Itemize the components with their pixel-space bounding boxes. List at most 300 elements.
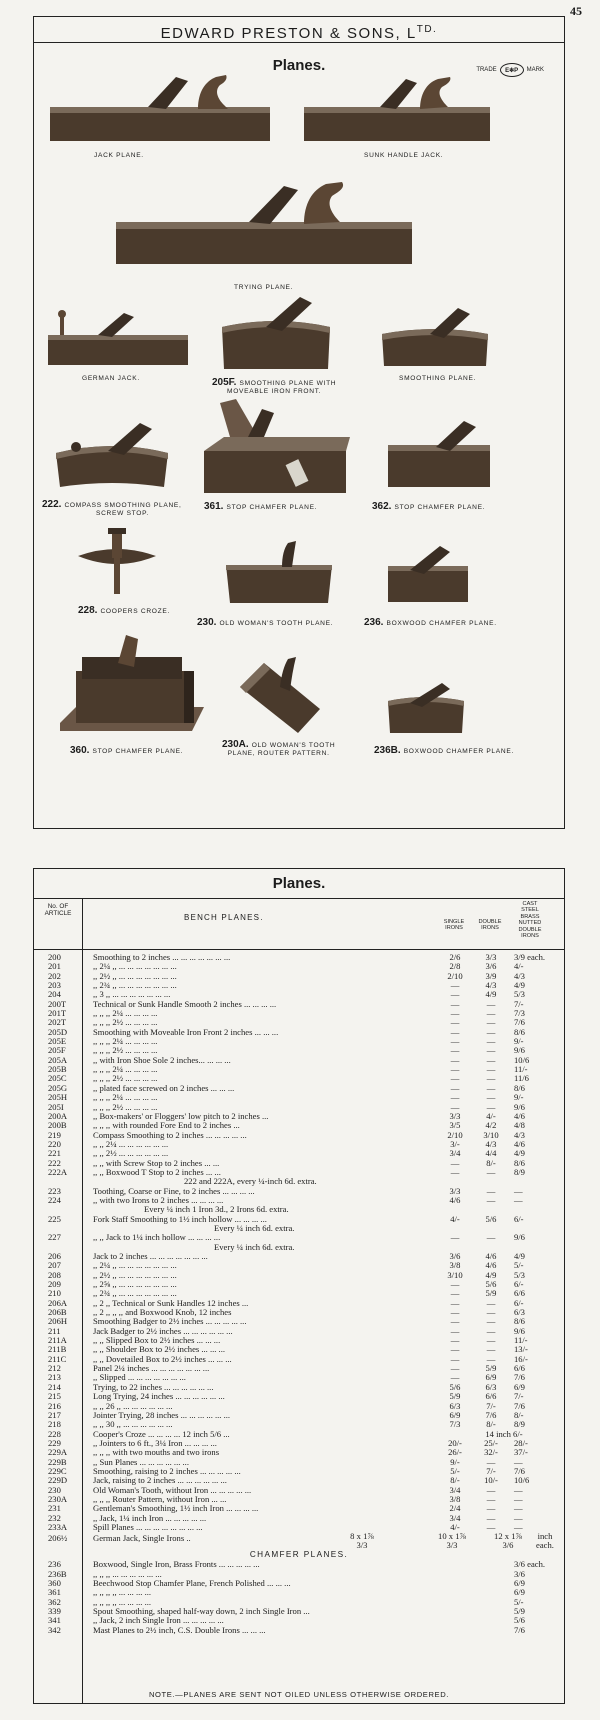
firm-suffix: TD. [416,24,438,35]
caption-trying: TRYING PLANE. [234,284,294,291]
article-number: 206B [48,1307,67,1318]
table-row [34,1233,564,1242]
double-header-line-2: IRONS [481,925,499,932]
double-iron-price: 25/- [484,1437,498,1448]
double-iron-price: 4/9 [485,1269,497,1280]
table-row [34,1084,564,1093]
article-number: 342 [48,1624,61,1635]
trail-each: each. [536,1540,554,1551]
table-row [34,1112,564,1121]
row-description: Compass Smoothing to 2 inches ... ... ... ... ... [93,1130,247,1140]
article-number: 217 [48,1409,61,1420]
row-description: ,, ,, ,, 2½ ... ... ... ... [93,1074,158,1084]
row-description: Panel 2¼ inches ... ... ... ... ... ... ... [93,1364,210,1374]
cast-header-line-6: IRONS [521,933,539,940]
double-iron-price: — [486,1307,496,1318]
double-iron-price: 4/- [486,1110,496,1121]
trying-plane-figure [114,172,414,272]
caption-236b-text: BOXWOOD CHAMFER PLANE. [403,748,514,755]
single-iron-price: 26/- [448,1447,462,1458]
note-227: Every ¼ inch 6d. extra. [214,1241,295,1252]
single-iron-price: — [450,1064,460,1075]
caption-228-text: COOPERS CROZE. [100,608,170,615]
table-row [34,1187,564,1196]
double-iron-price: — [486,1026,496,1037]
cast-steel-price: 8/6 [514,1082,525,1093]
stop-chamfer-360-figure [56,627,206,747]
table-row [34,1159,564,1168]
size-12 [486,1532,530,1550]
double-iron-price: — [486,1512,496,1523]
caption-german-jack: GERMAN JACK. [82,375,140,382]
trademark-prefix: TRADE [476,67,497,73]
article-number: 225 [48,1213,61,1224]
article-number: 209 [48,1279,61,1290]
row-description: ,, ,, ,, ,, ... ... ... ... [93,1597,152,1607]
article-number: 229B [48,1456,67,1467]
caption-360 [70,745,183,756]
cast-steel-header [508,901,552,939]
boxwood-chamfer-236b-figure [384,677,469,737]
cast-steel-price: — [514,1185,523,1196]
double-iron-price: 4/6 [485,1260,497,1271]
caption-361-number: 361. [204,501,224,512]
table-row [34,1009,564,1018]
cast-steel-price: 6/9 [514,1587,525,1598]
trademark-seal-icon: E✻P [500,63,524,77]
article-number: 201T [48,1008,67,1019]
article-number: 231 [48,1503,61,1514]
row-description: Spout Smoothing, shaped half-way down, 2 inch Single Iron ... [93,1607,310,1617]
table-row [34,1383,564,1392]
single-iron-price: 7/3 [449,1419,461,1430]
plate-title: Planes. [272,57,326,74]
row-description: ,, 2¼ ,, ... ... ... ... ... ... ... [93,962,177,972]
cast-steel-price: 4/- [514,961,524,972]
row-description: ,, 2 ,, ,, ,, and Boxwood Knob, 12 inches [93,1308,232,1318]
table-row [34,1308,564,1317]
row-description: ,, with two Irons to 2 inches ... ... ... ... [93,1195,224,1205]
double-iron-price: 4/4 [485,1148,497,1159]
table-row [34,1570,564,1579]
table-row [34,1280,564,1289]
single-iron-price: 4/- [450,1213,460,1224]
rows-group-225 [34,1215,564,1224]
cast-steel-price: 6/3 [514,1307,525,1318]
article-number: 204 [48,989,61,1000]
article-number: 200B [48,1120,67,1131]
row-description: ,, 2½ ,, ... ... ... ... ... ... ... [93,971,177,981]
double-iron-price: 7/6 [485,1409,497,1420]
double-iron-price: 6/3 [485,1381,497,1392]
cast-steel-price: 9/6 [514,1232,525,1243]
cast-steel-price: — [514,1456,523,1467]
table-row [34,1504,564,1513]
table-row [34,1495,564,1504]
double-iron-price: 6/9 [485,1372,497,1383]
table-row [34,1037,564,1046]
table-row [34,1065,564,1074]
row-description: ,, Slipped ... ... ... ... ... ... ... [93,1373,186,1383]
row-description: ,, ,, 2¼ ... ... ... ... ... ... [93,1139,169,1149]
row-description: ,, ,, ,, 2¼ ... ... ... ... [93,1009,158,1019]
double-iron-price: — [486,1316,496,1327]
cast-steel-price: 6/- [514,1213,524,1224]
cast-steel-price: 5/3 [514,1269,525,1280]
cast-steel-price: 5/- [514,1596,524,1607]
table-row [34,1373,564,1382]
row-description: Gentleman's Smoothing, 1½ inch Iron ... ... ... ... [93,1504,259,1514]
double-iron-price: 3/3 [485,952,497,962]
table-row [34,1196,564,1205]
cast-steel-price: 6/9 [514,1578,525,1588]
table-row [34,1149,564,1158]
article-number: 200T [48,998,67,1009]
table-row [34,1327,564,1336]
double-iron-price: 5/9 [485,1363,497,1374]
double-iron-price: 32/- [484,1447,498,1458]
caption-362 [372,501,485,512]
caption-230 [197,617,333,628]
double-iron-price: — [486,1344,496,1355]
double-iron-price: — [486,1353,496,1364]
table-row [34,1616,564,1625]
table-row [34,1458,564,1467]
cast-steel-price: 5/- [514,1260,524,1271]
article-number: 229D [48,1475,68,1486]
cast-steel-price: 9/- [514,1036,524,1047]
caption-361-text: STOP CHAMFER PLANE. [226,504,318,511]
rows-group-e [34,1560,564,1635]
cast-steel-price: — [514,1512,523,1523]
single-iron-price: — [450,1335,460,1346]
table-row [34,1018,564,1027]
jack-plane-figure [48,69,273,149]
article-number: 203 [48,980,61,991]
row-description: ,, Jack, 2 inch Single Iron ... ... ... ... ... [93,1616,224,1626]
double-iron-price: — [486,1054,496,1065]
caption-230a-line-1: OLD WOMAN'S TOOTH [251,742,336,749]
cast-steel-price: 4/6 [514,1110,525,1121]
table-row [34,1028,564,1037]
rows-group-227 [34,1233,564,1242]
row-description: ,, 2¾ ,, ... ... ... ... ... ... ... [93,1289,177,1299]
single-iron-price: 8/- [450,1475,460,1486]
cast-steel-price: 6/- [514,1279,524,1290]
single-iron-price: 3/3 [449,1185,461,1196]
single-iron-price: 4/6 [449,1194,461,1205]
row-description: Beechwood Stop Chamfer Plane, French Polished ... ... ... [93,1579,291,1588]
table-row [34,1364,564,1373]
cast-steel-price: 16/- [514,1353,528,1364]
caption-230a-line-2: PLANE, ROUTER PATTERN. [227,750,330,757]
article-number: 206A [48,1297,68,1308]
cast-steel-price: — [514,1503,523,1514]
double-iron-price: 6/6 [485,1391,497,1402]
single-iron-price: 6/3 [449,1400,461,1411]
caption-230-number: 230. [197,617,217,628]
row-description: Jack to 2 inches ... ... ... ... ... ... ... [93,1252,208,1261]
article-number: 228 [48,1428,61,1439]
single-iron-price: 5/9 [449,1391,461,1402]
table-row [34,1579,564,1588]
cast-steel-price: 7/- [514,1391,524,1402]
table-row [34,1392,564,1401]
row-description: Spill Planes ... ... ... ... ... ... ... ... [93,1522,203,1532]
article-number: 214 [48,1381,61,1392]
single-iron-price: — [450,1036,460,1047]
table-row [34,1560,564,1569]
cast-header-line-4: NUTTED [518,920,542,927]
cast-steel-price: — [514,1194,523,1205]
article-number: 211C [48,1353,67,1364]
row-description: ,, ,, with Screw Stop to 2 inches ... ... [93,1158,220,1168]
caption-236b-number: 236B. [374,745,401,756]
cast-steel-price: 9/- [514,1092,524,1103]
article-number: 341 [48,1615,61,1626]
single-iron-price: — [450,989,460,1000]
article-number: 206½ [48,1533,68,1544]
rows-group-b1 [34,1187,564,1206]
double-iron-price: 5/6 [485,1279,497,1290]
note-222: 222 and 222A, every ¼-inch 6d. extra. [184,1176,317,1187]
single-iron-price: — [450,1363,460,1374]
cast-steel-price: 3/6 [514,1568,525,1579]
article-number: 210 [48,1288,61,1299]
single-iron-price: — [450,1026,460,1037]
single-iron-price: — [450,1232,460,1243]
double-iron-price: — [486,1503,496,1514]
illustration-plate [33,16,565,829]
table-row [34,1131,564,1140]
single-iron-price: — [450,1353,460,1364]
row-description: Technical or Sunk Handle Smooth 2 inches ... ... ... ... [93,999,277,1009]
row-description: ,, ,, Slipped Box to 2½ inches ... ... ... [93,1336,221,1346]
single-iron-price: 3/4 [449,1484,461,1495]
table-row [34,1523,564,1532]
article-number: 232 [48,1512,61,1523]
single-iron-price: 2/10 [447,970,463,981]
article-header-line-1: No. OF [47,903,69,910]
article-number: 205E [48,1036,67,1047]
section-chamfer-planes: CHAMFER PLANES. [249,1550,349,1560]
article-number: 212 [48,1363,61,1374]
table-row [34,990,564,999]
row-description: Trying, to 22 inches ... ... ... ... ... ... [93,1382,214,1392]
cast-steel-price: 8/6 [514,1157,525,1168]
article-number: 205D [48,1026,68,1037]
single-iron-price: — [450,980,460,991]
single-iron-price: — [450,1045,460,1056]
double-iron-price: — [486,1456,496,1467]
table-row [34,1336,564,1345]
boxwood-chamfer-236-figure [384,542,474,607]
cast-steel-price: 4/3 [514,970,525,981]
article-number: 205I [48,1101,64,1112]
cast-steel-price: 11/6 [514,1073,529,1084]
table-row [34,1317,564,1326]
cast-steel-price: 8/9 [514,1166,525,1177]
double-iron-price: — [486,1017,496,1028]
article-number: 227 [48,1232,61,1243]
caption-360-text: STOP CHAMFER PLANE. [92,748,184,755]
cast-steel-price: 8/- [514,1409,524,1420]
article-number: 211A [48,1335,67,1346]
single-header-line-2: IRONS [445,925,463,932]
cast-steel-price: 6/9 [514,1381,525,1392]
size-price: 3/3 [446,1540,458,1551]
compass-smoothing-figure [52,417,172,492]
single-iron-price: — [450,1092,460,1103]
cast-steel-price: 10/6 [514,1475,530,1486]
table-row [34,1588,564,1597]
cast-steel-price: 11/- [514,1064,528,1075]
article-number: 205B [48,1064,67,1075]
row-description: ,, ,, ,, 2¼ ... ... ... ... [93,1065,158,1075]
double-iron-price: 3/10 [483,1129,499,1140]
size-price: 3/3 [356,1540,368,1551]
row-description: ,, ,, 30 ,, ... ... ... ... ... ... [93,1420,173,1430]
single-irons-header [434,919,474,932]
article-header-line-2: ARTICLE [44,910,72,917]
size-8 [340,1532,384,1550]
single-iron-price: — [450,1279,460,1290]
footer-note: NOTE.—PLANES ARE SENT NOT OILED UNLESS OTHERWISE ORDERED. [148,1690,450,1699]
caption-205f-line-2: MOVEABLE IRON FRONT. [227,388,322,395]
double-iron-price: — [486,1008,496,1019]
single-iron-price: 5/6 [449,1381,461,1392]
cast-steel-price: 8/6 [514,1026,525,1037]
single-iron-price: — [450,1054,460,1065]
caption-222 [42,499,182,518]
single-header-line-1: SINGLE [443,919,465,925]
row-description: Jack, raising to 2 inches ... ... ... ... ... ... [93,1476,227,1486]
cast-steel-price: 7/6 [514,1465,525,1476]
firm-name: EDWARD PRESTON & SONS, L [160,25,417,42]
cast-steel-price: 4/9 [514,1251,525,1261]
double-iron-price: 4/9 [485,989,497,1000]
article-number: 339 [48,1606,61,1617]
row-description: ,, ,, ,, 2½ ... ... ... ... [93,1102,158,1112]
size-price: 3/6 [502,1540,514,1551]
single-iron-price: 3/- [450,1138,460,1149]
old-womans-tooth-figure [222,537,337,607]
row-206-half [34,1532,564,1550]
sunk-handle-jack-figure [302,69,492,149]
note-224: Every ¼ inch 1 Iron 3d., 2 Irons 6d. extra. [144,1204,289,1215]
double-iron-price: — [486,1064,496,1075]
cast-steel-price: 4/9 [514,1148,525,1159]
rows-group-a [34,953,564,1177]
cast-steel-price: 7/3 [514,1008,525,1019]
row-description: ,, ,, ,, 2½ ... ... ... ... [93,1046,158,1056]
article-number: 236B [48,1568,67,1579]
single-iron-price: — [450,1288,460,1299]
row-description: Cooper's Croze ... ... ... ... 12 inch 5/6 ... [93,1429,230,1439]
article-number: 236 [48,1559,61,1570]
single-iron-price: 3/4 [449,1148,461,1159]
cast-steel-price: 6/- [514,1297,524,1308]
row-description: ,, Jointers to 6 ft., 3¼ Iron ... ... ... ... [93,1438,217,1448]
cast-steel-price: 7/6 [514,1400,525,1411]
article-number: 222A [48,1166,68,1177]
row-description: ,, ,, ,, ... ... ... ... ... ... [93,1569,162,1579]
caption-360-number: 360. [70,745,90,756]
double-iron-price: — [486,1166,496,1177]
article-number: 233A [48,1521,68,1532]
table-row [34,1402,564,1411]
double-iron-price: 8/- [486,1419,496,1430]
table-row [34,1252,564,1261]
size-label: 10 x 1⅞ [438,1531,466,1542]
row-description: ,, ,, ,, with two mouths and two irons [93,1448,220,1458]
cast-steel-price: 9/6 [514,1101,525,1112]
table-row [34,1271,564,1280]
cast-header-line-5: DOUBLE [518,926,542,933]
cast-steel-price: 5/9 [514,1606,525,1617]
caption-236-text: BOXWOOD CHAMFER PLANE. [386,620,497,627]
caption-228-number: 228. [78,605,98,616]
row-description: Boxwood, Single Iron, Brass Fronts ... ... ... ... ... [93,1560,260,1570]
section-bench-planes: BENCH PLANES. [184,913,264,922]
table-row [34,1476,564,1485]
price-list-page [33,868,565,1704]
double-header-line-1: DOUBLE [478,919,502,925]
cast-steel-price: 6/6 [514,1288,525,1299]
table-row [34,1607,564,1616]
note-225: Every ¼ inch 6d. extra. [214,1222,295,1233]
cast-header-line-2: STEEL [521,907,539,914]
size-label: 12 x 1⅞ [494,1531,522,1542]
row-description: ,, Box-makers' or Floggers' low pitch to 2 inches ... [93,1111,269,1121]
cast-steel-price: 5/6 [514,1615,525,1626]
cast-steel-price: 4/8 [514,1120,525,1131]
article-number: 215 [48,1391,61,1402]
article-number: 205C [48,1073,67,1084]
double-iron-price: — [486,1335,496,1346]
article-number: 206 [48,1251,61,1261]
double-iron-price: 7/- [486,1400,496,1411]
row-description: ,, ,, ,, 2¼ ... ... ... ... [93,1037,158,1047]
single-iron-price: 2/8 [449,961,461,972]
german-jack-figure [46,307,191,372]
cast-steel-price: 9/6 [514,1045,525,1056]
double-iron-price: 5/6 [485,1213,497,1224]
row-description: ,, 2¾ ,, ... ... ... ... ... ... ... [93,981,177,991]
double-iron-price: 4/6 [485,1251,497,1261]
double-iron-price: 8/- [486,1157,496,1168]
caption-236-number: 236. [364,617,384,628]
article-number: 207 [48,1260,61,1271]
table-row [34,1514,564,1523]
table-row [34,1598,564,1607]
single-iron-price: — [450,1166,460,1177]
cast-header-line-3: BRASS [520,913,540,920]
single-iron-price: 2/4 [449,1503,461,1514]
caption-222-line-2: SCREW STOP. [96,510,149,517]
double-iron-price: — [486,1325,496,1336]
single-iron-price: 4/- [450,1521,460,1532]
single-iron-price: 2/6 [449,952,461,962]
cast-header-line-1: CAST [522,901,538,907]
rows-group-c [34,1252,564,1430]
cast-steel-price: — [514,1484,523,1495]
cast-steel-price: — [514,1521,523,1532]
cast-steel-price: 7/6 [514,1017,525,1028]
article-number: 223 [48,1185,61,1196]
caption-205f [212,377,336,396]
double-iron-price: 5/9 [485,1288,497,1299]
